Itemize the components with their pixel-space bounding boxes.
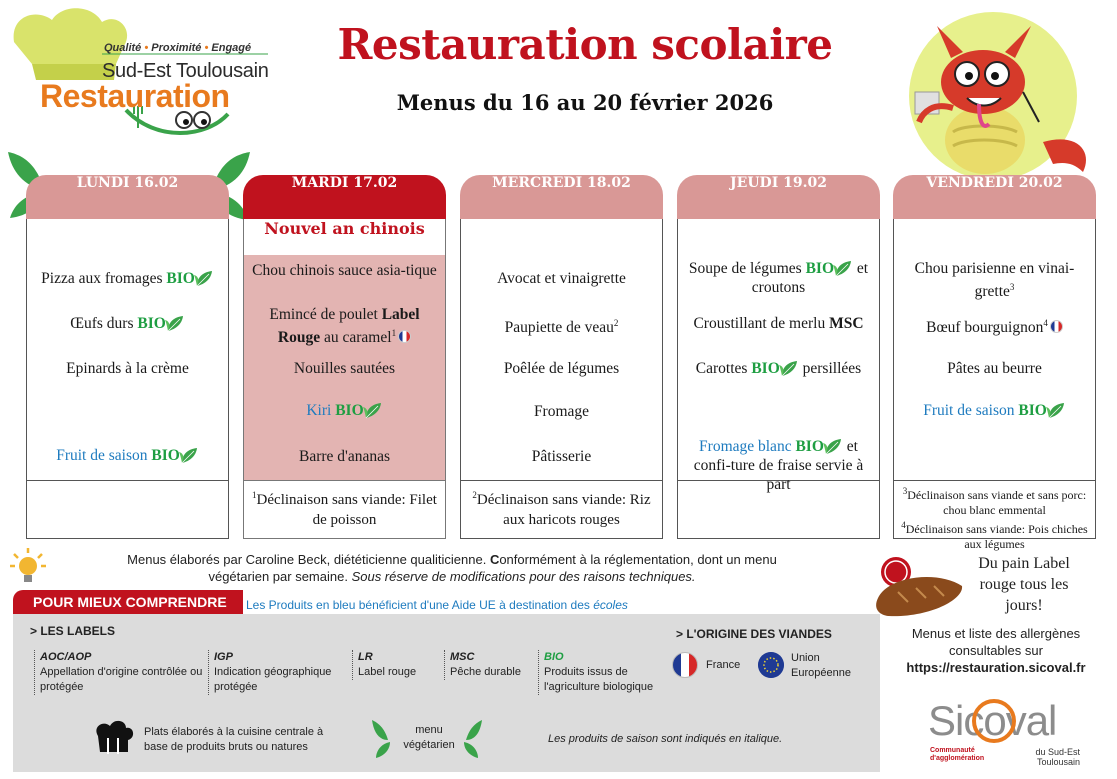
dish-item: Soupe de légumes BIO et croutons <box>688 260 869 296</box>
dish-item: Carottes BIO persillées <box>695 360 862 377</box>
dish-item: Avocat et vinaigrette <box>497 270 626 287</box>
day-tab-tuesday[interactable]: MARDI 17.02 <box>243 175 446 219</box>
day-menu-friday <box>893 219 1096 481</box>
bio-leaf-icon <box>833 259 853 277</box>
pour-mieux-comprendre-title: POUR MIEUX COMPRENDRE <box>13 590 243 614</box>
label-lr: LR Label rouge <box>352 650 432 680</box>
france-flag-icon <box>1050 320 1063 333</box>
plats-note: Plats élaborés à la cuisine centrale à base de produits bruts ou natures <box>144 726 324 753</box>
dish-item: Fruit de saison BIO <box>31 446 224 465</box>
bread-label-rouge-icon <box>868 556 968 620</box>
dish-item: Fromage <box>533 403 590 420</box>
dish-item: Fromage blanc BIO et confi-ture de fraise servie à part <box>693 438 864 493</box>
dish-item: Œufs durs BIO <box>31 314 224 333</box>
day-column-wednesday <box>460 175 663 539</box>
day-column-tuesday <box>243 175 446 539</box>
day-note-tuesday: $^1$Déclinaison sans viande: Filet de poisson <box>243 481 446 539</box>
day-tab-thursday[interactable]: JEUDI 19.02 <box>677 175 880 219</box>
dish-item: Nouilles sautées <box>293 360 396 377</box>
dish-item: Fruit de saison BIO <box>898 401 1091 420</box>
logo-brand-line1: Sud-Est Toulousain <box>102 60 269 82</box>
dish-item: Poêlée de légumes <box>503 360 620 377</box>
dish-item: Emincé de poulet Label Rouge au caramel$^1$ <box>269 306 420 347</box>
france-flag-icon <box>672 652 698 678</box>
day-menu-tuesday <box>243 219 446 481</box>
label-aoc: AOC/AOP Appellation d'origine contrôlée ou protégée <box>34 650 204 695</box>
page-title: Restauration scolaire <box>337 20 833 69</box>
day-column-monday <box>26 175 229 539</box>
logo-brand-line2: Restauration <box>40 78 230 114</box>
day-note-wednesday: $^2$Déclinaison sans viande: Riz aux haricots rouges <box>460 481 663 539</box>
day-tab-friday[interactable]: VENDREDI 20.02 <box>893 175 1096 219</box>
day-tab-wednesday[interactable]: MERCREDI 18.02 <box>460 175 663 219</box>
day-tab-monday[interactable]: LUNDI 16.02 <box>26 175 229 219</box>
vegetarian-leaf-icon <box>452 716 482 760</box>
origin-eu: Union Européenne <box>791 652 851 679</box>
bio-leaf-icon <box>363 401 383 419</box>
dish-item: Pâtisserie <box>531 448 592 465</box>
page-subtitle: Menus du 16 au 20 février 2026 <box>396 90 774 115</box>
eu-flag-icon <box>758 652 784 678</box>
label-igp: IGP Indication géographique protégée <box>208 650 348 695</box>
dish-item: Epinards à la crème <box>66 360 189 377</box>
vegetarian-label: menu végétarien <box>403 724 455 751</box>
day-column-thursday <box>677 175 880 539</box>
dish-item: Croustillant de merlu MSC <box>693 315 864 332</box>
seasonal-note: Les produits de saison sont indiqués en italique. <box>548 733 783 745</box>
dish-item: Chou parisienne en vinai-grette$^3$ <box>914 260 1075 301</box>
bio-leaf-icon <box>1046 401 1066 419</box>
bio-leaf-icon <box>165 314 185 332</box>
label-bio: BIO Produits issus de l'agriculture biologique <box>538 650 662 695</box>
dish-item: Bœuf bourguignon$^4$ <box>898 314 1091 337</box>
day-note-monday <box>26 481 229 539</box>
day-menu-wednesday <box>460 219 663 481</box>
dish-item: Chou chinois sauce asia-tique <box>252 262 437 279</box>
logo-tagline: Qualité • Proximité • Engagé <box>104 42 252 54</box>
dish-item: Pizza aux fromages BIO <box>31 269 224 288</box>
dish-item: Kiri BIO <box>248 401 441 420</box>
bio-leaf-icon <box>194 269 214 287</box>
origin-heading: > L'ORIGINE DES VIANDES <box>676 627 832 641</box>
sicoval-logo: Sicoval Communauté d'agglomération du Sud-Est Toulousain <box>928 697 1080 767</box>
lightbulb-icon <box>8 546 48 590</box>
dish-item: Pâtes au beurre <box>947 360 1042 377</box>
france-flag-icon <box>398 330 411 343</box>
day-column-friday <box>893 175 1096 551</box>
special-theme-title: Nouvel an chinois <box>244 219 445 255</box>
bread-note: Du pain Label rouge tous les jours! <box>978 555 1070 614</box>
dish-item: Barre d'ananas <box>298 448 390 465</box>
day-menu-thursday <box>677 219 880 493</box>
day-menu-monday <box>26 219 229 481</box>
chef-hat-cutlery-icon <box>92 718 136 758</box>
dish-item: Paupiette de veau$^2$ <box>504 318 619 337</box>
label-msc: MSC Pêche durable <box>444 650 534 680</box>
dragon-mascot-icon <box>893 12 1103 192</box>
labels-heading: > LES LABELS <box>30 624 116 638</box>
bio-leaf-icon <box>779 359 799 377</box>
bio-leaf-icon <box>179 446 199 464</box>
restauration-logo <box>6 2 276 142</box>
day-note-friday: $^3$Déclinaison sans viande et sans porc: chou blanc emmental $^4$Déclinaison sans viande: Pois chiches aux légumes <box>893 481 1096 539</box>
allergens-info: Menus et liste des allergènes consultables sur https://restauration.sicoval.fr <box>896 625 1096 676</box>
eu-aid-note: Les Produits en bleu bénéficient d'une Aide UE à destination des écoles <box>246 598 628 612</box>
origin-france: France <box>706 659 741 671</box>
bio-leaf-icon <box>823 437 843 455</box>
site-link[interactable]: https://restauration.sicoval.fr <box>906 660 1086 675</box>
info-text: Menus élaborés par Caroline Beck, diététicienne qualiticienne. Conformément à la réglementation, dont un menu végétarien par semaine. Sous réserve de modifications pour des raisons techniques. <box>127 552 777 584</box>
